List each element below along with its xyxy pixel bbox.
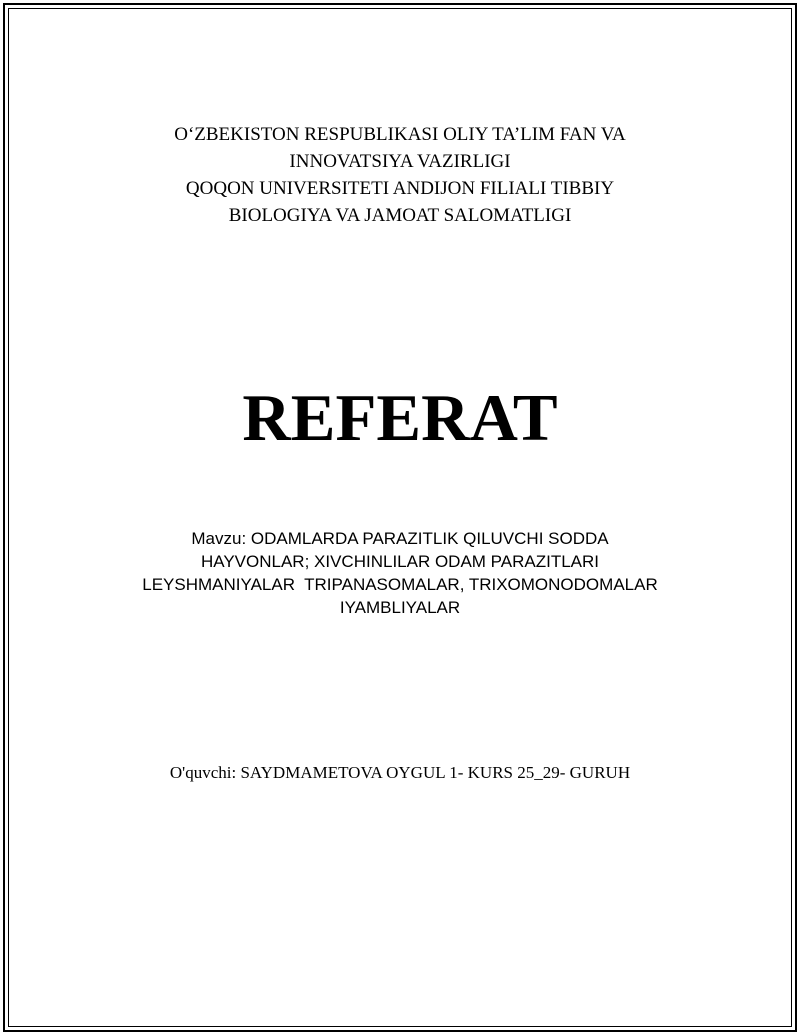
topic-line-3: LEYSHMANIYALAR TRIPANASOMALAR, TRIXOMONODOMALAR (142, 575, 658, 594)
topic-line-2: HAYVONLAR; XIVCHINLILAR ODAM PARAZITLARI (200, 552, 599, 571)
header-line-1: O‘ZBEKISTON RESPUBLIKASI OLIY TA’LIM FAN VA (174, 124, 626, 145)
topic-line-4: IYAMBLIYALAR (339, 598, 461, 617)
topic-line-1: Mavzu: ODAMLARDA PARAZITLIK QILUVCHI SODDA (191, 529, 609, 548)
student-info: O'quvchi: SAYDMAMETOVA OYGUL 1- KURS 25_29- GURUH (169, 763, 631, 782)
header-line-4: BIOLOGIYA VA JAMOAT SALOMATLIGI (228, 205, 572, 226)
document-title: REFERAT (242, 381, 558, 455)
topic-block (0, 527, 800, 619)
header-line-2: INNOVATSIYA VAZIRLIGI (289, 151, 511, 172)
header-line-3: QOQON UNIVERSITETI ANDIJON FILIALI TIBBIY (185, 178, 615, 199)
institution-header (0, 121, 800, 229)
